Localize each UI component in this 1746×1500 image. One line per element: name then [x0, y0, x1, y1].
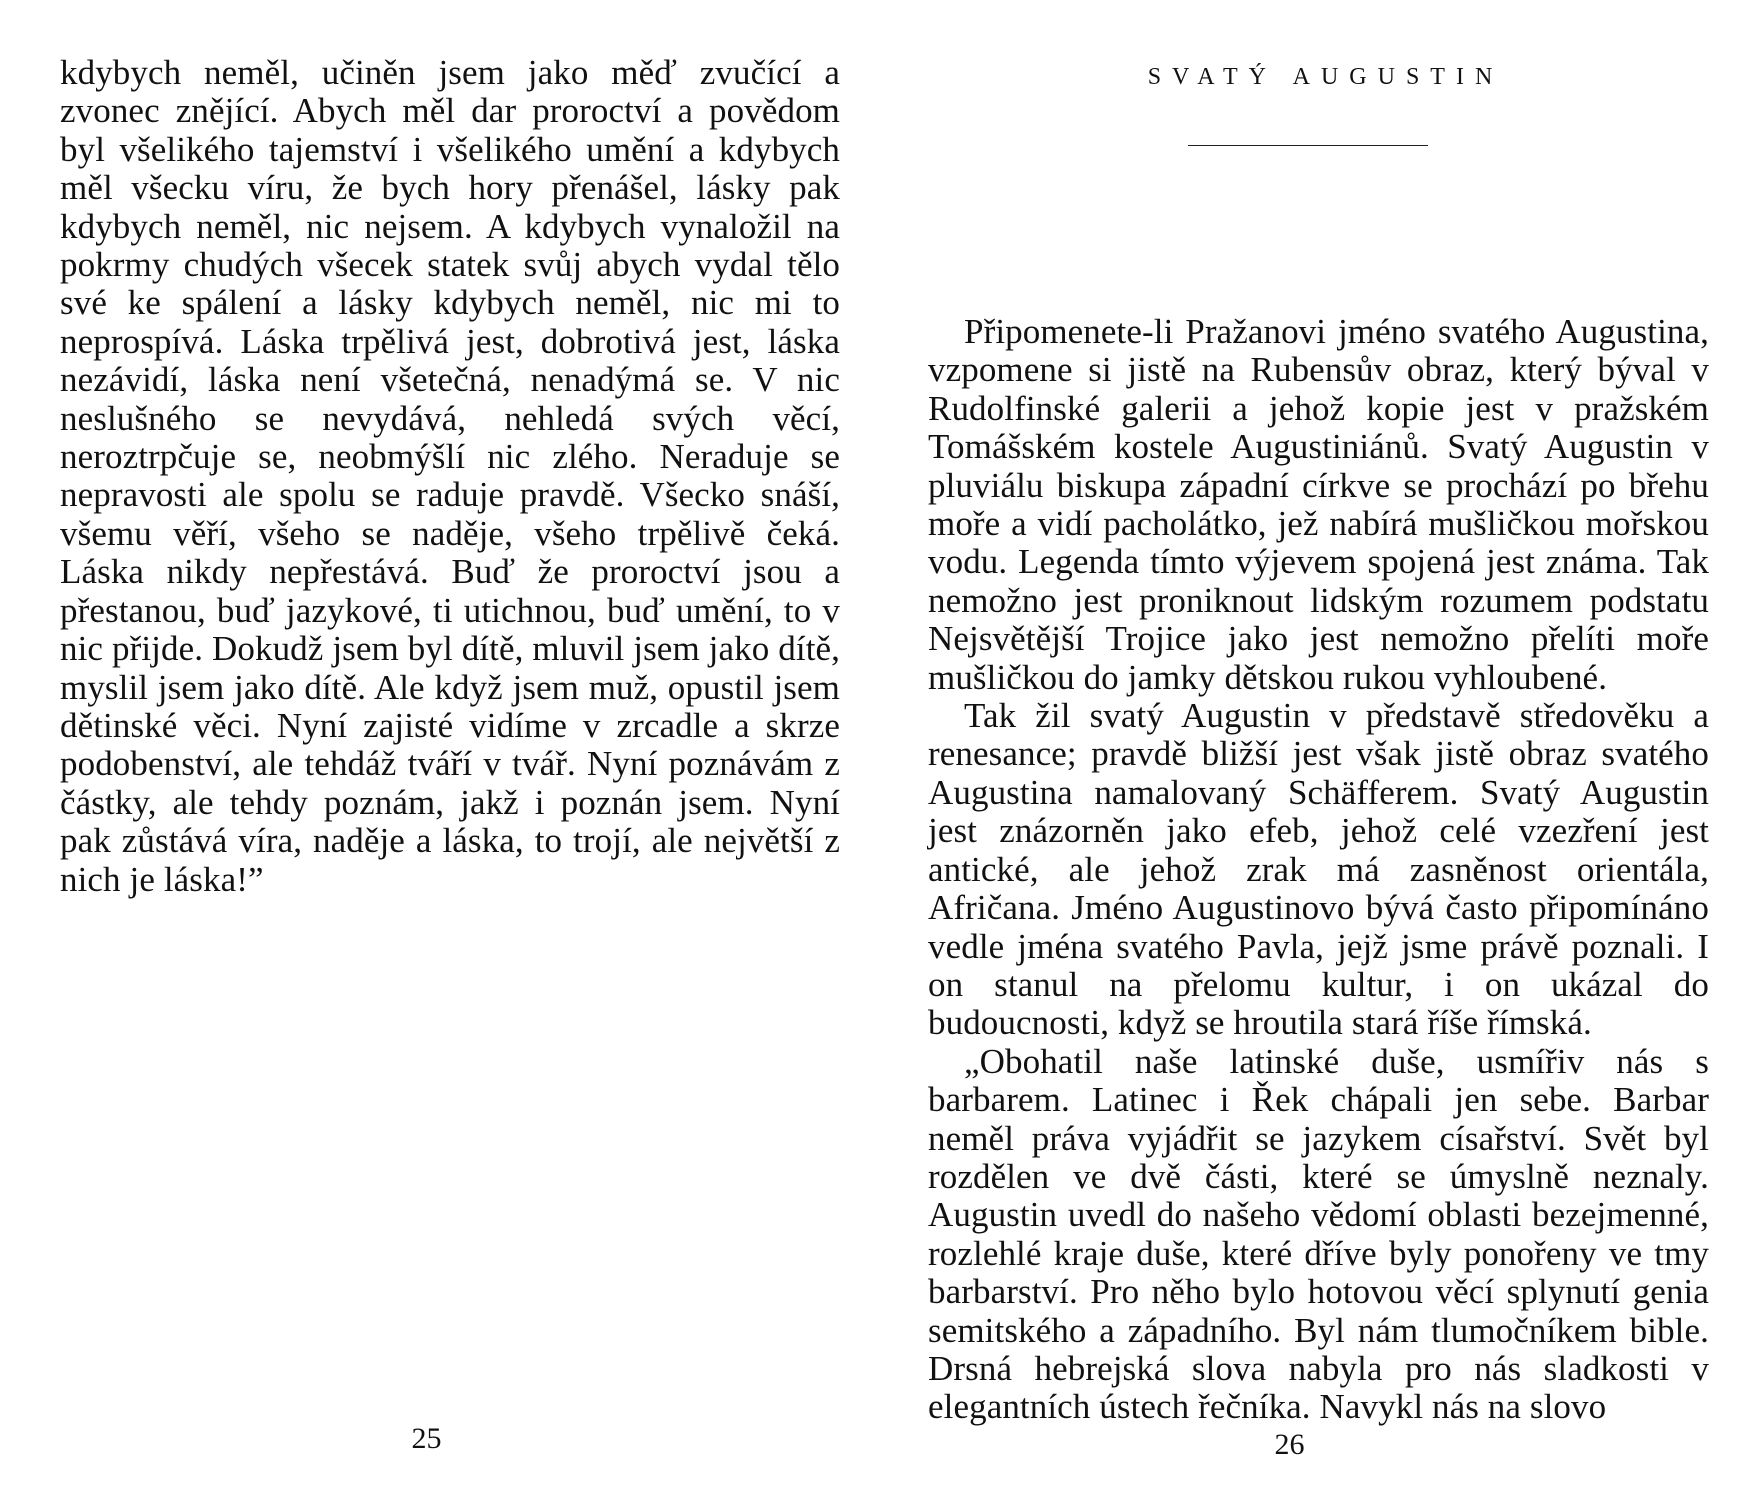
right-paragraph-2: Tak žil svatý Augustin v představě středověku a renesance; pravdě bližší jest však jistě obraz svatého Augustina namalovaný Schäfferem. Svatý Augustin jest znázorněn jako efeb, jehož celé vzezření jest antické, ale jehož zrak má zasněnost orientála, Afričana. Jméno Augustinovo bývá často připomínáno vedle jména svatého Pavla, jejž jsme právě poznali. I on stanul na přelomu kultur, i on ukázal do budoucnosti, když se hroutila stará říše římská.	[928, 696, 1709, 1043]
right-page-text	[928, 313, 1709, 1427]
right-paragraph-1: Připomenete-li Pražanovi jméno svatého Augustina, vzpomene si jistě na Rubensův obraz, který býval v Rudolfinské galerii a jehož kopie jest v pražském Tomášském kostele Augustiniánů. Svatý Augustin v pluviálu biskupa západní církve se prochází po břehu moře a vidí pacholátko, jež nabírá mušličkou mořskou vodu. Legenda tímto výjevem spojená jest známa. Tak nemožno jest proniknout lidským rozumem podstatu Nejsvětější Trojice jako jest nemožno přelíti moře mušličkou do jamky dětskou rukou vyhloubené.	[928, 312, 1709, 697]
left-paragraph-1: kdybych neměl, učiněn jsem jako měď zvučící a zvonec znějící. Abych měl dar proroctví a povědom byl všelikého tajemství i všelikého umění a kdybych měl všecku víru, že bych hory přenášel, lásky pak kdybych neměl, nic nejsem. A kdybych vynaložil na pokrmy chudých všecek statek svůj abych vydal tělo své ke spálení a lásky kdybych neměl, nic mi to neprospívá. Láska trpělivá jest, dobrotivá jest, láska nezávidí, láska není všetečná, nenadýmá se. V nic neslušného se nevydává, nehledá svých věcí, neroztrpčuje se, neobmýšlí nic zlého. Neraduje se nepravosti ale spolu se raduje pravdě. Všecko snáší, všemu věří, všeho se naděje, všeho trpělivě čeká. Láska nikdy nepřestává. Buď že proroctví jsou a přestanou, buď jazykové, ti utichnou, buď umění, to v nic přijde. Dokudž jsem byl dítě, mluvil jsem jako dítě, myslil jsem jako dítě. Ale když jsem muž, opustil jsem dětinské věci. Nyní zajisté vidíme v zrcadle a skrze podobenství, ale tehdáž tváří v tvář. Nyní poznávám z částky, ale tehdy poznám, jakž i poznán jsem. Nyní pak zůstává víra, naděje a láska, to trojí, ale největší z nich je láska!”	[60, 53, 840, 899]
left-page-number: 25	[411, 1422, 442, 1455]
right-page-number: 26	[1274, 1428, 1305, 1461]
right-page	[873, 0, 1746, 1500]
right-paragraph-3: „Obohatil naše latinské duše, usmířiv nás s barbarem. Latinec i Řek chápali jen sebe. Barbar neměl práva vyjádřit se jazykem císařství. Svět byl rozdělen ve dvě části, které se úmyslně neznaly. Augustin uvedl do našeho vědomí oblasti bezejmenné, rozlehlé kraje duše, které dříve byly ponořeny ve tmy barbarství. Pro něho bylo hotovou věcí splynutí genia semitského a západního. Byl nám tlumočníkem bible. Drsná hebrejská slova nabyla pro nás sladkosti v elegantních ústech řečníka. Navykl nás na slovo	[928, 1041, 1709, 1427]
running-head: SVATÝ AUGUSTIN	[1147, 64, 1504, 90]
left-page-text	[60, 54, 840, 899]
running-head-rule	[1188, 145, 1428, 146]
